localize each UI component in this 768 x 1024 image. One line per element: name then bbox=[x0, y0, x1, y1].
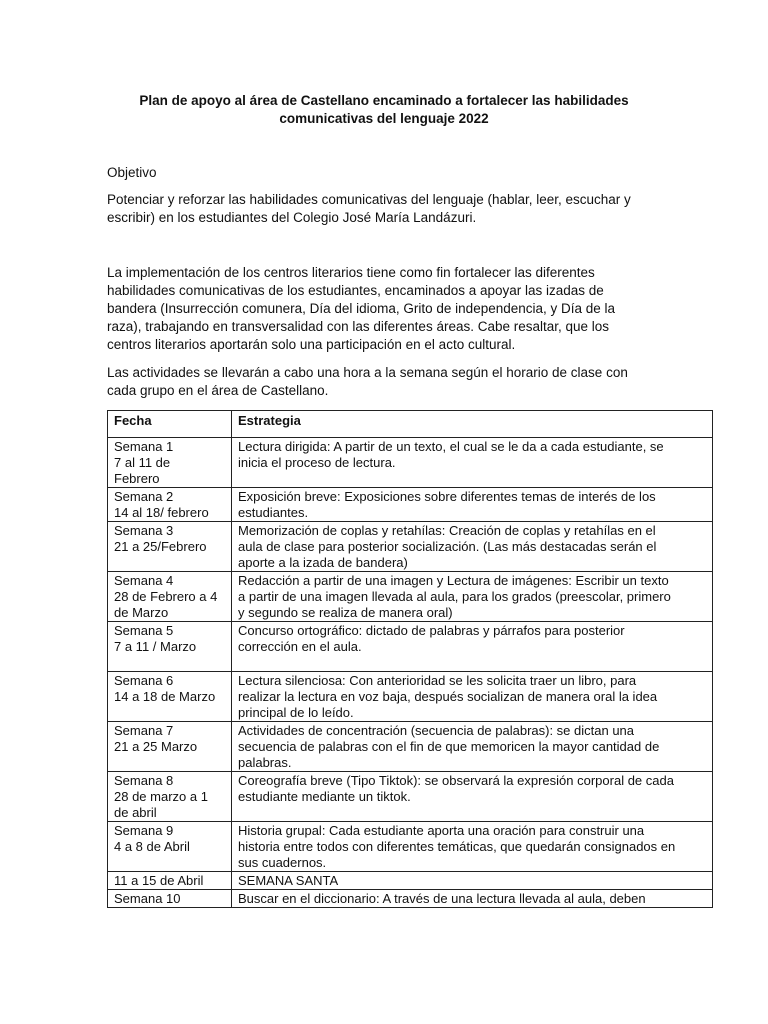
table-row bbox=[108, 438, 713, 488]
table-row bbox=[108, 572, 713, 622]
cell-line: Semana 2 bbox=[114, 489, 174, 504]
title-line: Plan de apoyo al área de Castellano encaminado a fortalecer las habilidades bbox=[139, 93, 629, 108]
cell-estrategia bbox=[232, 622, 713, 672]
cell-estrategia bbox=[232, 822, 713, 872]
paragraph-line: raza), trabajando en transversalidad con las diferentes áreas. Cabe resaltar, que los bbox=[107, 319, 610, 334]
cell-line: 4 a 8 de Abril bbox=[114, 839, 190, 854]
cell-line: 14 al 18/ febrero bbox=[114, 505, 209, 520]
table-row bbox=[108, 772, 713, 822]
document-title bbox=[100, 92, 668, 128]
cell-line: Concurso ortográfico: dictado de palabras y párrafos para posterior bbox=[238, 623, 625, 638]
cell-estrategia bbox=[232, 438, 713, 488]
cell-estrategia bbox=[232, 672, 713, 722]
cell-fecha bbox=[108, 522, 232, 572]
cell-line: sus cuadernos. bbox=[238, 855, 327, 870]
cell-estrategia bbox=[232, 522, 713, 572]
schedule-table-body bbox=[108, 438, 713, 908]
cell-line: Semana 8 bbox=[114, 773, 174, 788]
paragraph-line: Las actividades se llevarán a cabo una hora a la semana según el horario de clase con bbox=[107, 365, 628, 380]
cell-line: Lectura silenciosa: Con anterioridad se les solicita traer un libro, para bbox=[238, 673, 637, 688]
cell-line: 7 al 11 de bbox=[114, 455, 171, 470]
cell-line: Semana 10 bbox=[114, 891, 181, 906]
cell-line: 28 de marzo a 1 bbox=[114, 789, 208, 804]
table-header-row bbox=[108, 411, 713, 438]
implementation-paragraph bbox=[107, 264, 667, 354]
schedule-table bbox=[107, 410, 713, 908]
table-row bbox=[108, 672, 713, 722]
cell-line: SEMANA SANTA bbox=[238, 873, 339, 888]
cell-line: Semana 4 bbox=[114, 573, 174, 588]
cell-fecha bbox=[108, 872, 232, 890]
cell-line: estudiantes. bbox=[238, 505, 309, 520]
cell-estrategia bbox=[232, 572, 713, 622]
activities-paragraph bbox=[107, 364, 667, 400]
cell-line: historia entre todos con diferentes temáticas, que quedarán consignados en bbox=[238, 839, 676, 854]
cell-line: Exposición breve: Exposiciones sobre diferentes temas de interés de los bbox=[238, 489, 656, 504]
cell-line: de abril bbox=[114, 805, 157, 820]
cell-line: inicia el proceso de lectura. bbox=[238, 455, 396, 470]
table-row bbox=[108, 622, 713, 672]
cell-line: Febrero bbox=[114, 471, 160, 486]
cell-line: 11 a 15 de Abril bbox=[114, 873, 204, 888]
cell-line: y segundo se realiza de manera oral) bbox=[238, 605, 453, 620]
table-row bbox=[108, 522, 713, 572]
table-row bbox=[108, 822, 713, 872]
cell-line: realizar la lectura en voz baja, después socializan de manera oral la idea bbox=[238, 689, 658, 704]
paragraph-line: Potenciar y reforzar las habilidades comunicativas del lenguaje (hablar, leer, escuchar y bbox=[107, 192, 631, 207]
paragraph-line: bandera (Insurrección comunera, Día del idioma, Grito de independencia, y Día de la bbox=[107, 301, 616, 316]
cell-line: Historia grupal: Cada estudiante aporta una oración para construir una bbox=[238, 823, 645, 838]
paragraph-line: escribir) en los estudiantes del Colegio José María Landázuri. bbox=[107, 210, 477, 225]
cell-line: de Marzo bbox=[114, 605, 169, 620]
cell-fecha bbox=[108, 772, 232, 822]
cell-estrategia bbox=[232, 772, 713, 822]
cell-line: principal de lo leído. bbox=[238, 705, 354, 720]
cell-fecha bbox=[108, 572, 232, 622]
cell-fecha bbox=[108, 722, 232, 772]
cell-fecha bbox=[108, 438, 232, 488]
paragraph-line: habilidades comunicativas de los estudiantes, encaminados a apoyar las izadas de bbox=[107, 283, 604, 298]
cell-line: a partir de una imagen llevada al aula, para los grados (preescolar, primero bbox=[238, 589, 671, 604]
cell-line: 7 a 11 / Marzo bbox=[114, 639, 197, 654]
cell-line: estudiante mediante un tiktok. bbox=[238, 789, 411, 804]
cell-line: Semana 3 bbox=[114, 523, 174, 538]
table-row bbox=[108, 488, 713, 522]
cell-line: Semana 6 bbox=[114, 673, 174, 688]
cell-estrategia bbox=[232, 872, 713, 890]
cell-line: Semana 9 bbox=[114, 823, 174, 838]
cell-line: Semana 7 bbox=[114, 723, 174, 738]
cell-line: Lectura dirigida: A partir de un texto, el cual se le da a cada estudiante, se bbox=[238, 439, 664, 454]
paragraph-line: centros literarios aportarán solo una participación en el acto cultural. bbox=[107, 337, 516, 352]
cell-fecha bbox=[108, 822, 232, 872]
cell-line: Coreografía breve (Tipo Tiktok): se observará la expresión corporal de cada bbox=[238, 773, 674, 788]
cell-line: 21 a 25/Febrero bbox=[114, 539, 207, 554]
objective-heading: Objetivo bbox=[107, 165, 157, 180]
title-line: comunicativas del lenguaje 2022 bbox=[279, 111, 489, 126]
table-row bbox=[108, 872, 713, 890]
cell-fecha bbox=[108, 672, 232, 722]
cell-line: 14 a 18 de Marzo bbox=[114, 689, 216, 704]
cell-line: Buscar en el diccionario: A través de una lectura llevada al aula, deben bbox=[238, 891, 646, 906]
cell-fecha bbox=[108, 488, 232, 522]
cell-estrategia bbox=[232, 488, 713, 522]
objective-paragraph bbox=[107, 191, 667, 227]
table-row bbox=[108, 722, 713, 772]
cell-fecha bbox=[108, 622, 232, 672]
cell-estrategia bbox=[232, 722, 713, 772]
cell-estrategia bbox=[232, 890, 713, 908]
cell-line: aula de clase para posterior socialización. (Las más destacadas serán el bbox=[238, 539, 657, 554]
header-fecha: Fecha bbox=[108, 411, 232, 438]
cell-line: aporte a la izada de bandera) bbox=[238, 555, 408, 570]
cell-line: Redacción a partir de una imagen y Lectura de imágenes: Escribir un texto bbox=[238, 573, 669, 588]
cell-fecha bbox=[108, 890, 232, 908]
cell-line: 21 a 25 Marzo bbox=[114, 739, 198, 754]
header-estrategia: Estrategia bbox=[232, 411, 713, 438]
cell-line: Semana 5 bbox=[114, 623, 174, 638]
cell-line: Memorización de coplas y retahílas: Creación de coplas y retahílas en el bbox=[238, 523, 656, 538]
cell-line: 28 de Febrero a 4 bbox=[114, 589, 218, 604]
paragraph-line: La implementación de los centros literarios tiene como fin fortalecer las diferentes bbox=[107, 265, 595, 280]
cell-line: palabras. bbox=[238, 755, 292, 770]
table-row bbox=[108, 890, 713, 908]
cell-line: secuencia de palabras con el fin de que memoricen la mayor cantidad de bbox=[238, 739, 660, 754]
cell-line: corrección en el aula. bbox=[238, 639, 362, 654]
paragraph-line: cada grupo en el área de Castellano. bbox=[107, 383, 329, 398]
cell-line: Semana 1 bbox=[114, 439, 174, 454]
cell-line: Actividades de concentración (secuencia de palabras): se dictan una bbox=[238, 723, 635, 738]
